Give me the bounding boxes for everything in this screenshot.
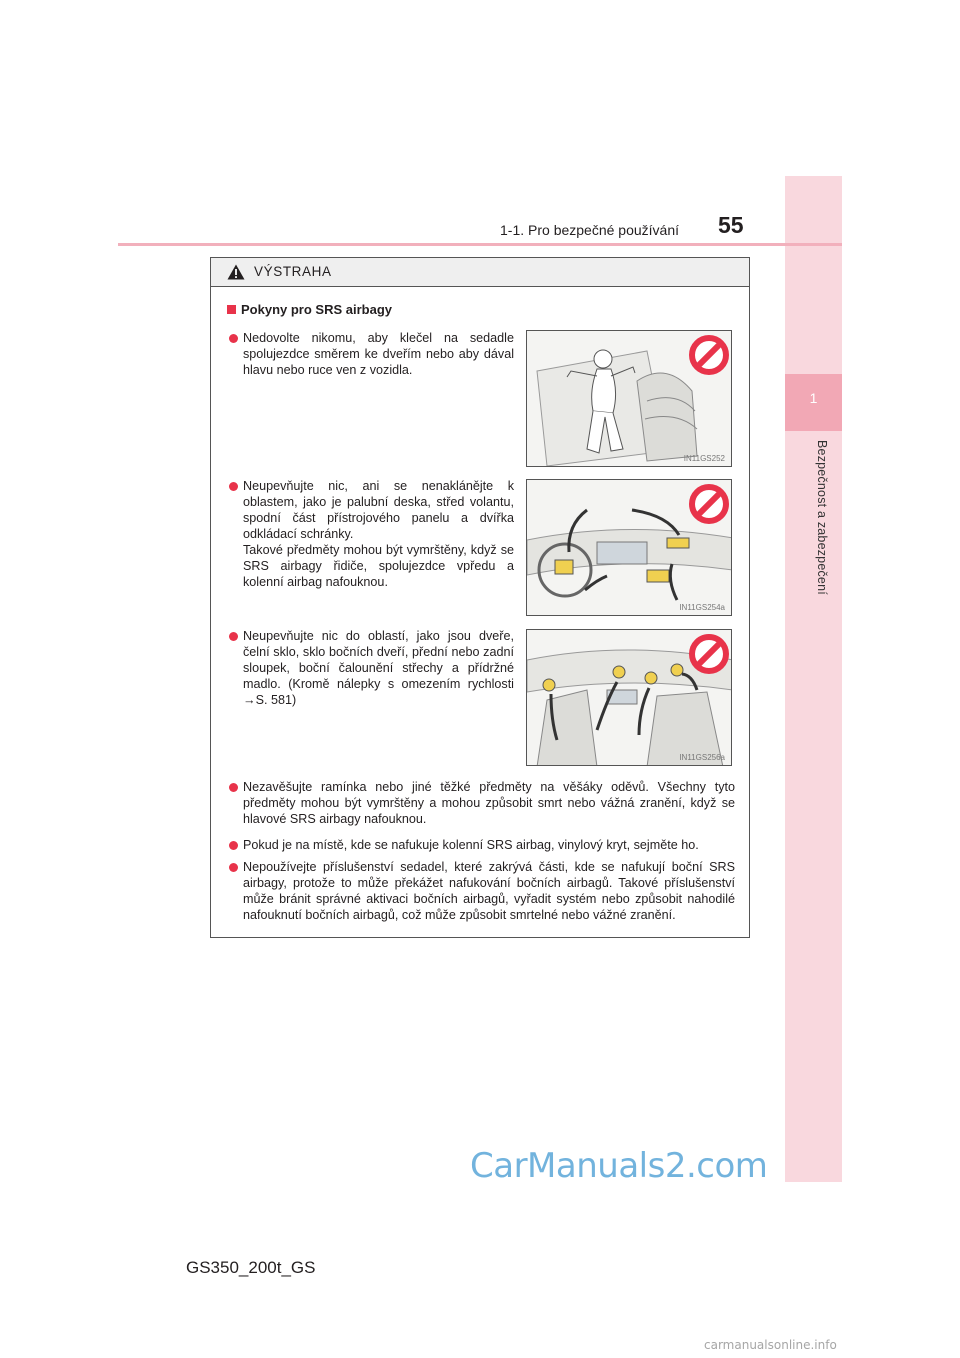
bullet-item: Pokud je na místě, kde se nafukuje kolenní SRS airbag, vinylový kryt, sejměte ho. [229, 837, 735, 853]
warning-header [211, 258, 749, 287]
warning-box [210, 257, 750, 938]
bullet-dot-icon [229, 783, 238, 792]
image-code: IN11GS256a [679, 753, 725, 762]
bullet-dot-icon [229, 863, 238, 872]
image-code: IN11GS252 [683, 454, 725, 463]
image-code: IN11GS254a [679, 603, 725, 612]
watermark-logo: CarManuals2.com [470, 1146, 768, 1186]
square-bullet-icon [227, 305, 236, 314]
bullet-item: Neupevňujte nic do oblastí, jako jsou dveře, čelní sklo, sklo bočních dveří, přední nebo zadní sloupek, boční čalounění střechy a přídržné madlo. (Kromě nálepky s omezením rychlosti →S. 581) [229, 628, 514, 708]
illustration-dashboard [526, 479, 732, 616]
watermark-url: carmanualsonline.info [704, 1338, 837, 1352]
section-title: 1-1. Pro bezpečné používání [500, 222, 680, 238]
interior-image [527, 630, 732, 766]
bullet-item: Nedovolte nikomu, aby klečel na sedadle spolujezdce směrem ke dveřím nebo aby dával hlavu nebo ruce ven z vozidla. [229, 330, 514, 378]
chapter-number: 1 [809, 390, 818, 406]
model-code: GS350_200t_GS [186, 1258, 316, 1277]
illustration-interior-pillars [526, 629, 732, 766]
warning-title: VÝSTRAHA [254, 264, 332, 279]
bullet-item: Nezavěšujte ramínka nebo jiné těžké předměty na věšáky oděvů. Všechny tyto předměty mohou být vymrštěny a mohou způsobit smrt nebo vážná zranění, když se hlavové SRS airbagy nafouknou. [229, 779, 735, 827]
bullet-item: Nepoužívejte příslušenství sedadel, které zakrývá části, kde se nafukují boční SRS airbagy, protože to může překážet nafukování bočních airbagů. Takové příslušenství může bránit správné aktivaci bočních airbagů, vyřadit systém nebo způsobit nahodilé nafouknutí bočních airbagů, což může způsobit smrtelné nebo vážné zranění. [229, 859, 735, 923]
chapter-label: Bezpečnost a zabezpečení [815, 440, 829, 595]
chapter-side-tab [785, 176, 842, 1182]
bullet-item: Neupevňujte nic, ani se nenaklánějte k oblastem, jako je palubní deska, střed volantu, spodní část přístrojového panelu a dvířka odkládací schránky. Takové předměty mohou být vymrštěny, když se SRS airbagy řidiče, spolujezdce vpředu a kolenní airbag nafouknou. [229, 478, 514, 590]
dashboard-image [527, 480, 732, 616]
bullet-dot-icon [229, 841, 238, 850]
page-number: 55 [718, 212, 744, 238]
bullet-dot-icon [229, 482, 238, 491]
header-divider [118, 243, 842, 246]
kneeling-passenger-image [527, 331, 732, 467]
warning-subheading: Pokyny pro SRS airbagy [227, 302, 392, 317]
warning-triangle-icon [227, 264, 245, 280]
bullet-dot-icon [229, 334, 238, 343]
bullet-dot-icon [229, 632, 238, 641]
illustration-kneeling-passenger [526, 330, 732, 467]
